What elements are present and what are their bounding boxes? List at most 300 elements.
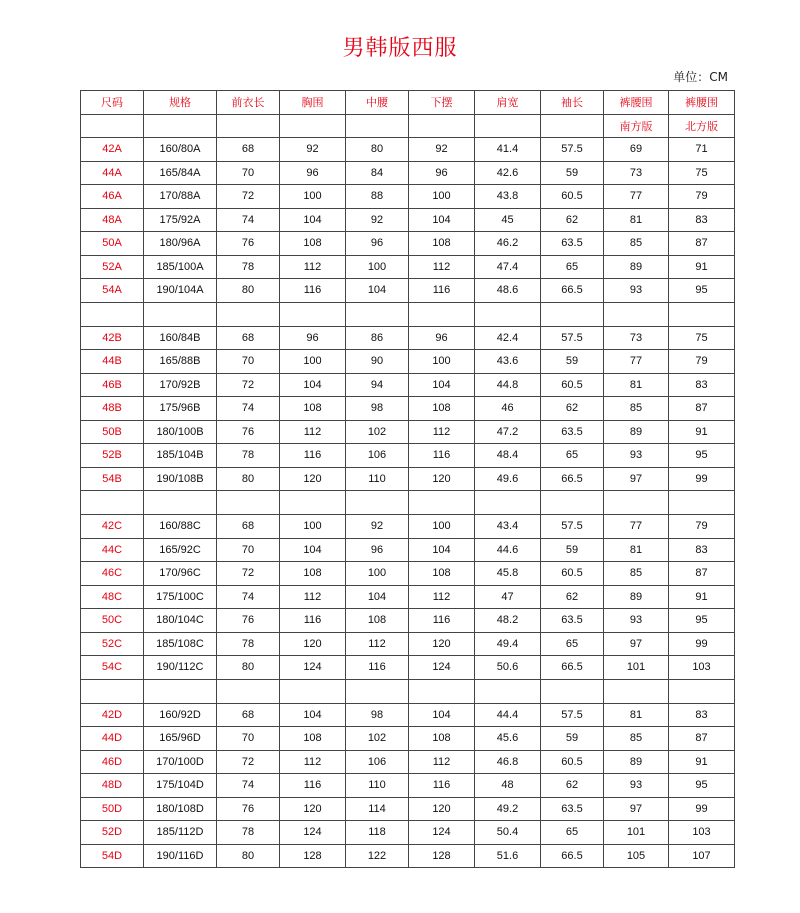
table-cell: 规格: [144, 91, 217, 115]
table-cell: 44C: [81, 538, 144, 562]
table-cell: 42.4: [475, 326, 541, 350]
table-cell: 62: [541, 208, 604, 232]
table-cell: 160/84B: [144, 326, 217, 350]
table-cell: 175/104D: [144, 774, 217, 798]
table-cell: 100: [280, 185, 346, 209]
table-cell: 112: [280, 255, 346, 279]
table-cell: 106: [346, 750, 409, 774]
table-cell: [475, 302, 541, 326]
table-cell: 95: [669, 279, 735, 303]
table-cell: 108: [409, 232, 475, 256]
table-cell: 50.6: [475, 656, 541, 680]
table-cell: 100: [280, 350, 346, 374]
table-cell: 120: [409, 467, 475, 491]
table-cell: 49.4: [475, 632, 541, 656]
table-cell: 97: [604, 632, 669, 656]
table-cell: 62: [541, 585, 604, 609]
table-cell: 42A: [81, 138, 144, 162]
table-cell: 103: [669, 821, 735, 845]
table-cell: 79: [669, 515, 735, 539]
table-cell: 70: [217, 538, 280, 562]
table-cell: 98: [346, 397, 409, 421]
table-cell: 57.5: [541, 138, 604, 162]
table-cell: 124: [409, 821, 475, 845]
table-cell: 79: [669, 350, 735, 374]
table-cell: 175/96B: [144, 397, 217, 421]
table-row: [81, 727, 735, 751]
table-cell: 68: [217, 326, 280, 350]
table-cell: 92: [280, 138, 346, 162]
table-cell: [475, 679, 541, 703]
table-cell: 120: [280, 797, 346, 821]
table-cell: [541, 114, 604, 138]
table-cell: [217, 679, 280, 703]
table-cell: 89: [604, 750, 669, 774]
table-cell: 44D: [81, 727, 144, 751]
table-cell: 116: [280, 444, 346, 468]
table-cell: 89: [604, 255, 669, 279]
table-cell: 66.5: [541, 656, 604, 680]
table-cell: 116: [409, 609, 475, 633]
table-row: [81, 185, 735, 209]
table-cell: 83: [669, 373, 735, 397]
table-cell: 44.8: [475, 373, 541, 397]
table-cell: 74: [217, 774, 280, 798]
table-cell: 96: [409, 161, 475, 185]
table-cell: 42C: [81, 515, 144, 539]
table-cell: 112: [280, 420, 346, 444]
table-cell: 76: [217, 797, 280, 821]
table-cell: 124: [280, 656, 346, 680]
table-cell: 79: [669, 185, 735, 209]
table-cell: [217, 114, 280, 138]
table-row: [81, 373, 735, 397]
table-cell: 43.4: [475, 515, 541, 539]
table-cell: 46C: [81, 562, 144, 586]
table-cell: 裤腰围: [669, 91, 735, 115]
size-chart-table: [80, 90, 735, 868]
table-cell: 44.6: [475, 538, 541, 562]
table-cell: 63.5: [541, 232, 604, 256]
table-cell: 94: [346, 373, 409, 397]
table-cell: [280, 491, 346, 515]
table-cell: 108: [409, 397, 475, 421]
table-cell: 81: [604, 373, 669, 397]
table-cell: 68: [217, 515, 280, 539]
table-cell: 124: [280, 821, 346, 845]
table-cell: 92: [346, 515, 409, 539]
table-cell: 胸围: [280, 91, 346, 115]
table-cell: 185/100A: [144, 255, 217, 279]
table-cell: 袖长: [541, 91, 604, 115]
table-cell: 48.2: [475, 609, 541, 633]
table-cell: 62: [541, 774, 604, 798]
table-cell: 75: [669, 161, 735, 185]
table-cell: 62: [541, 397, 604, 421]
table-cell: 104: [280, 208, 346, 232]
table-cell: 165/88B: [144, 350, 217, 374]
table-cell: [81, 491, 144, 515]
table-cell: 102: [346, 420, 409, 444]
table-cell: 175/92A: [144, 208, 217, 232]
table-cell: [81, 679, 144, 703]
table-cell: 87: [669, 232, 735, 256]
table-cell: 122: [346, 844, 409, 868]
table-cell: 72: [217, 185, 280, 209]
table-cell: 87: [669, 397, 735, 421]
table-cell: 69: [604, 138, 669, 162]
table-cell: 74: [217, 397, 280, 421]
table-cell: 80: [217, 467, 280, 491]
table-cell: 92: [346, 208, 409, 232]
table-cell: 104: [409, 703, 475, 727]
table-cell: 76: [217, 232, 280, 256]
table-cell: 98: [346, 703, 409, 727]
table-cell: 160/88C: [144, 515, 217, 539]
table-cell: 下摆: [409, 91, 475, 115]
table-cell: 90: [346, 350, 409, 374]
table-row: [81, 397, 735, 421]
table-cell: 45.6: [475, 727, 541, 751]
table-cell: [346, 302, 409, 326]
table-cell: 78: [217, 444, 280, 468]
table-cell: 89: [604, 585, 669, 609]
table-cell: 190/112C: [144, 656, 217, 680]
table-cell: 104: [346, 585, 409, 609]
table-cell: 中腰: [346, 91, 409, 115]
table-cell: 110: [346, 774, 409, 798]
table-cell: 108: [280, 397, 346, 421]
table-cell: 108: [346, 609, 409, 633]
table-header-row: [81, 91, 735, 115]
table-cell: 52D: [81, 821, 144, 845]
table-cell: 43.8: [475, 185, 541, 209]
table-cell: 93: [604, 279, 669, 303]
table-cell: 104: [409, 208, 475, 232]
table-cell: 48B: [81, 397, 144, 421]
table-cell: 112: [280, 750, 346, 774]
table-cell: 114: [346, 797, 409, 821]
table-cell: 87: [669, 562, 735, 586]
table-cell: 100: [346, 255, 409, 279]
table-row: [81, 138, 735, 162]
table-row: [81, 821, 735, 845]
table-row: [81, 797, 735, 821]
table-cell: 78: [217, 632, 280, 656]
table-cell: 63.5: [541, 797, 604, 821]
table-cell: [144, 491, 217, 515]
table-cell: 81: [604, 703, 669, 727]
table-row: [81, 656, 735, 680]
table-cell: 46A: [81, 185, 144, 209]
table-cell: 185/108C: [144, 632, 217, 656]
table-cell: 95: [669, 609, 735, 633]
table-cell: 92: [409, 138, 475, 162]
table-cell: 91: [669, 420, 735, 444]
table-spacer-row: [81, 302, 735, 326]
table-cell: 103: [669, 656, 735, 680]
table-cell: [541, 302, 604, 326]
table-cell: 180/96A: [144, 232, 217, 256]
table-cell: 160/92D: [144, 703, 217, 727]
table-cell: 65: [541, 821, 604, 845]
unit-label: 单位：CM: [673, 70, 728, 84]
table-cell: 96: [280, 326, 346, 350]
table-cell: 46: [475, 397, 541, 421]
table-cell: 60.5: [541, 185, 604, 209]
table-cell: [346, 679, 409, 703]
table-spacer-row: [81, 491, 735, 515]
table-cell: 46B: [81, 373, 144, 397]
table-cell: 54C: [81, 656, 144, 680]
table-cell: 77: [604, 515, 669, 539]
table-cell: 63.5: [541, 420, 604, 444]
table-cell: [604, 302, 669, 326]
table-cell: [81, 302, 144, 326]
table-cell: 88: [346, 185, 409, 209]
table-cell: 68: [217, 703, 280, 727]
table-cell: 180/104C: [144, 609, 217, 633]
table-cell: 60.5: [541, 373, 604, 397]
table-cell: 105: [604, 844, 669, 868]
table-cell: 96: [280, 161, 346, 185]
page-title: 男韩版西服: [342, 36, 458, 61]
table-cell: 60.5: [541, 562, 604, 586]
table-cell: 83: [669, 208, 735, 232]
table-cell: 180/100B: [144, 420, 217, 444]
table-cell: 116: [280, 279, 346, 303]
table-cell: [409, 114, 475, 138]
table-cell: [604, 679, 669, 703]
table-cell: 48D: [81, 774, 144, 798]
table-cell: 46.8: [475, 750, 541, 774]
table-cell: 89: [604, 420, 669, 444]
table-cell: 93: [604, 774, 669, 798]
table-cell: 91: [669, 585, 735, 609]
table-cell: 86: [346, 326, 409, 350]
table-cell: [669, 679, 735, 703]
table-cell: 112: [409, 420, 475, 444]
table-cell: 85: [604, 397, 669, 421]
table-cell: 101: [604, 656, 669, 680]
table-cell: 120: [280, 467, 346, 491]
table-cell: 66.5: [541, 844, 604, 868]
table-cell: 170/92B: [144, 373, 217, 397]
table-cell: 65: [541, 255, 604, 279]
table-cell: 54A: [81, 279, 144, 303]
table-cell: 45: [475, 208, 541, 232]
table-row: [81, 703, 735, 727]
table-cell: [409, 302, 475, 326]
table-cell: 104: [280, 703, 346, 727]
table-cell: 57.5: [541, 515, 604, 539]
table-cell: 前衣长: [217, 91, 280, 115]
table-cell: 101: [604, 821, 669, 845]
table-cell: 100: [409, 515, 475, 539]
table-cell: 47: [475, 585, 541, 609]
table-cell: 84: [346, 161, 409, 185]
table-cell: 190/104A: [144, 279, 217, 303]
table-row: [81, 350, 735, 374]
table-cell: 48.6: [475, 279, 541, 303]
table-row: [81, 515, 735, 539]
table-cell: 180/108D: [144, 797, 217, 821]
table-cell: 78: [217, 255, 280, 279]
table-cell: 128: [280, 844, 346, 868]
table-cell: 74: [217, 208, 280, 232]
table-cell: 49.2: [475, 797, 541, 821]
table-row: [81, 255, 735, 279]
table-cell: [144, 114, 217, 138]
table-cell: 175/100C: [144, 585, 217, 609]
table-cell: [604, 491, 669, 515]
table-cell: 170/96C: [144, 562, 217, 586]
table-cell: 80: [217, 656, 280, 680]
table-cell: 42D: [81, 703, 144, 727]
table-cell: 裤腰围: [604, 91, 669, 115]
table-cell: 107: [669, 844, 735, 868]
table-cell: 160/80A: [144, 138, 217, 162]
table-cell: 96: [346, 538, 409, 562]
table-cell: 83: [669, 703, 735, 727]
table-cell: 63.5: [541, 609, 604, 633]
table-row: [81, 632, 735, 656]
table-cell: 128: [409, 844, 475, 868]
table-cell: 116: [409, 774, 475, 798]
table-cell: 77: [604, 350, 669, 374]
table-cell: 54D: [81, 844, 144, 868]
table-cell: 165/84A: [144, 161, 217, 185]
table-cell: 60.5: [541, 750, 604, 774]
table-cell: 44.4: [475, 703, 541, 727]
table-cell: 59: [541, 161, 604, 185]
table-cell: [144, 679, 217, 703]
table-row: [81, 467, 735, 491]
table-cell: 71: [669, 138, 735, 162]
table-cell: 81: [604, 208, 669, 232]
table-cell: 70: [217, 350, 280, 374]
table-cell: 116: [409, 444, 475, 468]
table-cell: 85: [604, 232, 669, 256]
table-cell: 52C: [81, 632, 144, 656]
table-cell: 50A: [81, 232, 144, 256]
table-cell: [346, 491, 409, 515]
table-cell: 93: [604, 609, 669, 633]
table-cell: 50.4: [475, 821, 541, 845]
table-cell: 93: [604, 444, 669, 468]
table-cell: 44A: [81, 161, 144, 185]
table-cell: 85: [604, 562, 669, 586]
table-cell: 肩宽: [475, 91, 541, 115]
table-cell: 42.6: [475, 161, 541, 185]
table-cell: 52A: [81, 255, 144, 279]
table-cell: 96: [346, 232, 409, 256]
table-cell: 99: [669, 467, 735, 491]
table-cell: 190/116D: [144, 844, 217, 868]
table-cell: 59: [541, 727, 604, 751]
table-cell: 65: [541, 444, 604, 468]
table-cell: [541, 679, 604, 703]
table-cell: 72: [217, 562, 280, 586]
table-cell: 72: [217, 750, 280, 774]
table-cell: 91: [669, 255, 735, 279]
table-cell: 57.5: [541, 703, 604, 727]
table-cell: 80: [217, 279, 280, 303]
table-cell: 48C: [81, 585, 144, 609]
table-cell: 170/88A: [144, 185, 217, 209]
table-cell: 96: [409, 326, 475, 350]
table-cell: 78: [217, 821, 280, 845]
table-cell: 70: [217, 161, 280, 185]
table-cell: 81: [604, 538, 669, 562]
table-row: [81, 444, 735, 468]
table-cell: 85: [604, 727, 669, 751]
table-cell: 76: [217, 420, 280, 444]
table-cell: 100: [346, 562, 409, 586]
table-cell: [144, 302, 217, 326]
table-cell: 43.6: [475, 350, 541, 374]
table-cell: [217, 302, 280, 326]
table-cell: 97: [604, 797, 669, 821]
table-cell: [81, 114, 144, 138]
table-cell: 170/100D: [144, 750, 217, 774]
table-row: [81, 208, 735, 232]
table-cell: 44B: [81, 350, 144, 374]
table-cell: 75: [669, 326, 735, 350]
table-cell: 112: [409, 750, 475, 774]
table-cell: 80: [346, 138, 409, 162]
table-cell: 102: [346, 727, 409, 751]
table-cell: 120: [409, 632, 475, 656]
table-row: [81, 585, 735, 609]
table-cell: 77: [604, 185, 669, 209]
table-cell: 110: [346, 467, 409, 491]
table-cell: 49.6: [475, 467, 541, 491]
table-cell: 65: [541, 632, 604, 656]
table-cell: [541, 491, 604, 515]
table-cell: 190/108B: [144, 467, 217, 491]
table-cell: 73: [604, 161, 669, 185]
table-cell: 112: [280, 585, 346, 609]
table-row: [81, 844, 735, 868]
table-row: [81, 420, 735, 444]
table-cell: 100: [280, 515, 346, 539]
table-cell: 106: [346, 444, 409, 468]
table-cell: 47.2: [475, 420, 541, 444]
table-cell: 68: [217, 138, 280, 162]
table-cell: [669, 302, 735, 326]
table-cell: 尺码: [81, 91, 144, 115]
table-cell: 41.4: [475, 138, 541, 162]
table-subheader-row: [81, 114, 735, 138]
table-cell: [280, 114, 346, 138]
table-cell: 116: [280, 774, 346, 798]
table-cell: 46D: [81, 750, 144, 774]
table-cell: 52B: [81, 444, 144, 468]
table-cell: 108: [409, 727, 475, 751]
table-cell: 87: [669, 727, 735, 751]
table-cell: 104: [409, 538, 475, 562]
table-row: [81, 750, 735, 774]
table-cell: 45.8: [475, 562, 541, 586]
table-cell: [409, 491, 475, 515]
table-cell: 185/112D: [144, 821, 217, 845]
table-cell: 104: [280, 538, 346, 562]
table-row: [81, 279, 735, 303]
table-cell: 57.5: [541, 326, 604, 350]
table-cell: [475, 491, 541, 515]
table-cell: 91: [669, 750, 735, 774]
